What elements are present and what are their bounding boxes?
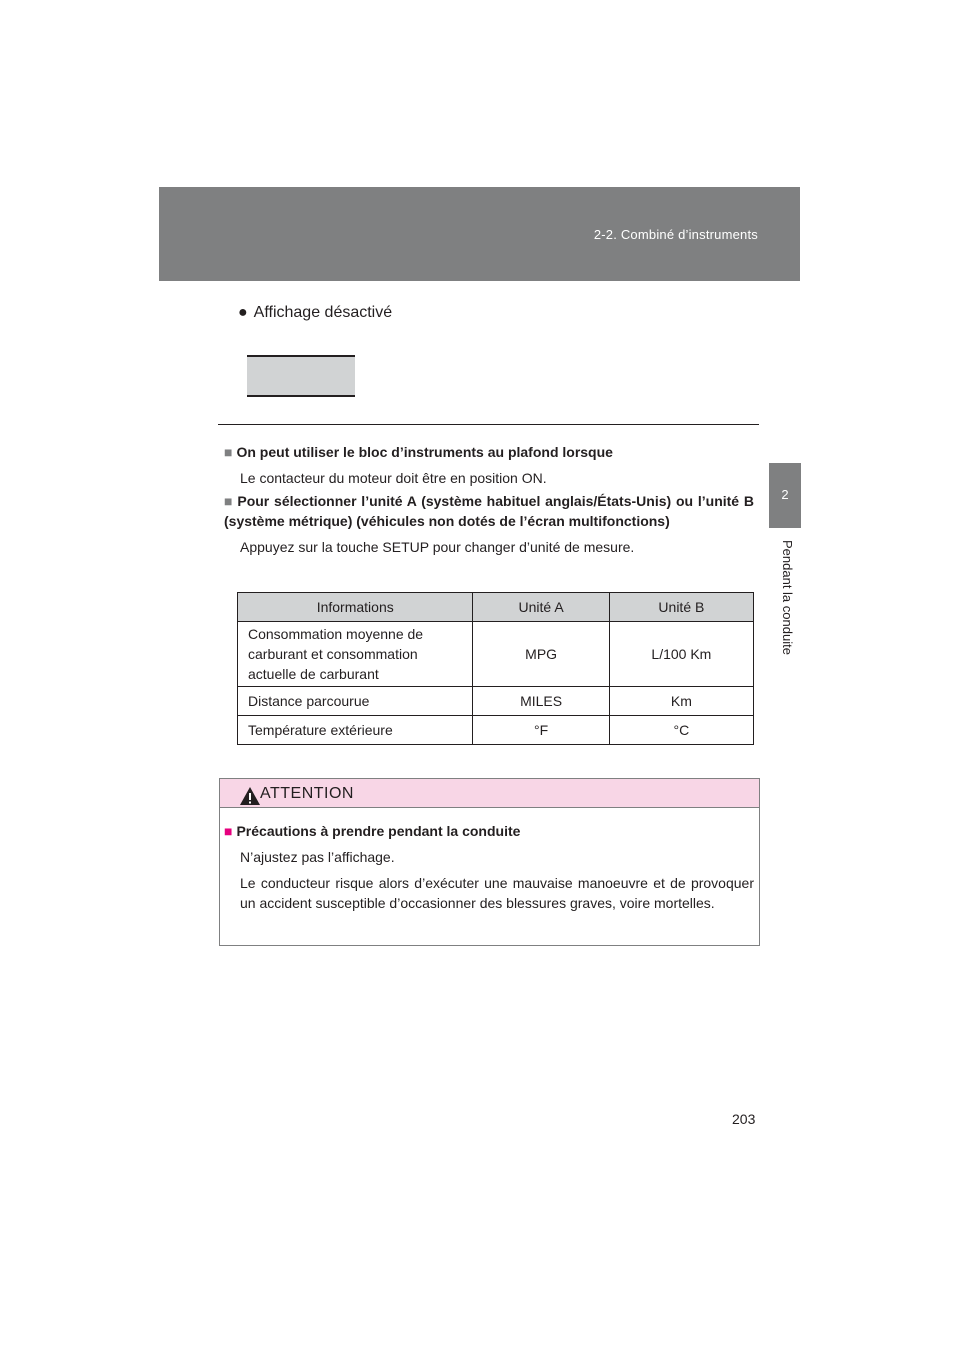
table-cell: Consommation moyenne de carburant et consommation actuelle de carburant — [238, 622, 473, 687]
units-table — [237, 592, 754, 745]
table-cell: Km — [609, 687, 753, 716]
table-cell: Distance parcourue — [238, 687, 473, 716]
table-cell: Température extérieure — [238, 716, 473, 745]
square-bullet-icon: ■ — [224, 823, 233, 839]
chapter-tab — [769, 463, 801, 528]
table-row — [238, 716, 754, 745]
section-divider — [218, 424, 759, 425]
bullet-dot-icon: ● — [238, 304, 248, 321]
header-band — [159, 187, 800, 281]
warning-heading-row — [224, 821, 754, 841]
table-row — [238, 622, 754, 687]
warning-body-2: Le conducteur risque alors d’exécuter une mauvaise manoeuvre et de provoquer un accident susceptible d’occasionner des blessures graves, voire mortelles. — [240, 875, 754, 911]
note-title-row — [224, 491, 754, 531]
square-bullet-icon: ■ — [224, 493, 234, 509]
column-header: Unité B — [609, 593, 753, 622]
note-title-row — [224, 442, 754, 462]
warning-box — [219, 778, 760, 946]
column-header: Informations — [238, 593, 473, 622]
warning-header — [220, 779, 759, 808]
table-cell: L/100 Km — [609, 622, 753, 687]
bullet-label: Affichage désactivé — [253, 304, 393, 321]
warning-heading: Précautions à prendre pendant la conduite — [236, 823, 521, 839]
note-body: Le contacteur du moteur doit être en position ON. — [240, 470, 547, 486]
note-unit-select — [224, 491, 754, 557]
note-ceiling-cluster — [224, 442, 754, 488]
chapter-number: 2 — [781, 487, 789, 502]
chapter-label: Pendant la conduite — [780, 540, 795, 655]
table-header-row — [238, 593, 754, 622]
note-body: Appuyez sur la touche SETUP pour changer d’unité de mesure. — [240, 539, 635, 555]
page-number: 203 — [732, 1111, 756, 1127]
table-cell: MPG — [473, 622, 609, 687]
bullet-heading — [238, 304, 392, 322]
note-title: Pour sélectionner l’unité A (système habituel anglais/États-Unis) ou l’unité B (système métrique) (véhicules non dotés de l’écran multifonctions) — [224, 493, 754, 529]
display-off-illustration — [247, 355, 355, 397]
warning-triangle-icon — [239, 786, 261, 806]
table-row — [238, 687, 754, 716]
note-title: On peut utiliser le bloc d’instruments au plafond lorsque — [236, 444, 613, 460]
section-title: 2-2. Combiné d’instruments — [593, 227, 758, 242]
table-cell: °C — [609, 716, 753, 745]
table-cell: MILES — [473, 687, 609, 716]
warning-title: ATTENTION — [260, 785, 354, 802]
warning-body-1: N’ajustez pas l’affichage. — [240, 849, 395, 865]
column-header: Unité A — [473, 593, 609, 622]
warning-content — [224, 821, 754, 913]
square-bullet-icon: ■ — [224, 444, 233, 460]
table-cell: °F — [473, 716, 609, 745]
